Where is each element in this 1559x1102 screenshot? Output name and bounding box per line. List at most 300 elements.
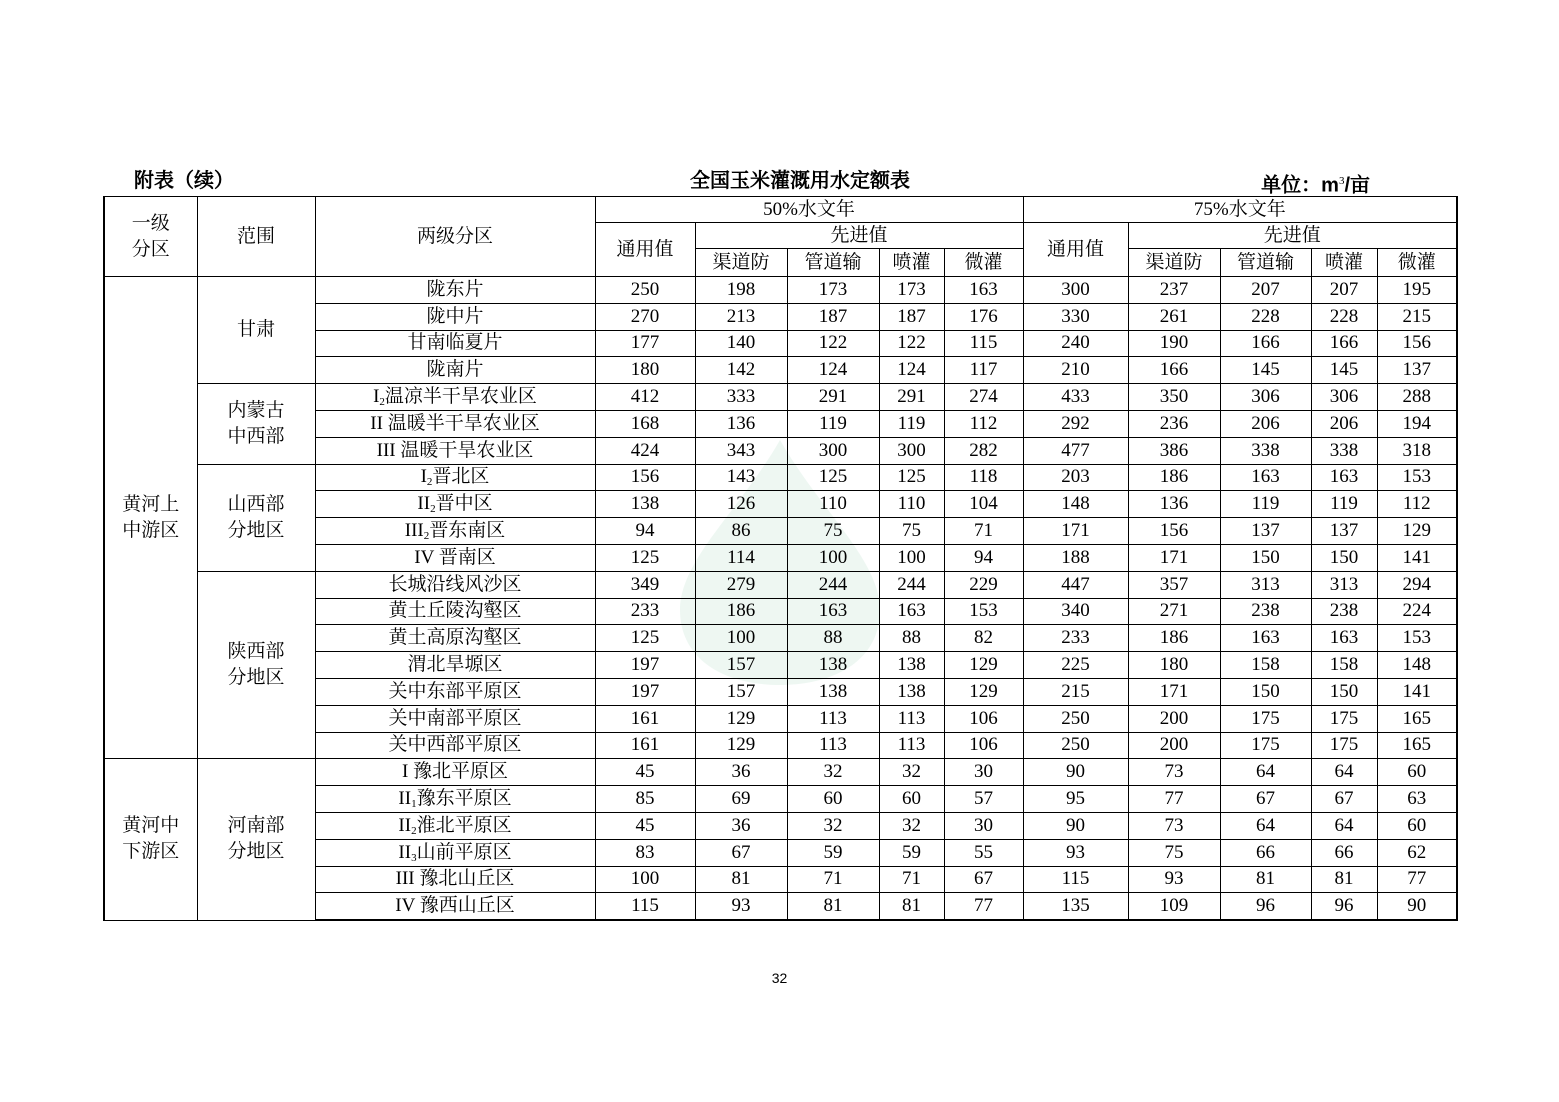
value-cell: 60 [879,786,944,813]
value-cell: 313 [1311,571,1377,598]
value-cell: 95 [1023,786,1128,813]
value-cell: 96 [1311,893,1377,920]
value-cell: 73 [1128,812,1220,839]
value-cell: 163 [1311,625,1377,652]
value-cell: 157 [695,678,787,705]
value-cell: 168 [595,410,695,437]
value-cell: 64 [1220,759,1311,786]
value-cell: 32 [879,812,944,839]
value-cell: 94 [944,544,1023,571]
value-cell: 350 [1128,384,1220,411]
level2-zone-cell [315,571,595,598]
value-cell: 115 [595,893,695,920]
page-number: 32 [771,970,788,986]
value-cell: 32 [787,812,879,839]
header-advanced-50: 先进值 [695,223,1023,249]
value-cell: 129 [695,705,787,732]
value-cell: 187 [879,303,944,330]
level2-zone-cell [315,437,595,464]
value-cell: 75 [787,518,879,545]
level2-zone-cell [315,464,595,491]
value-cell: 206 [1311,410,1377,437]
value-cell: 73 [1128,759,1220,786]
value-cell: 206 [1220,410,1311,437]
value-cell: 100 [787,544,879,571]
value-cell: 215 [1023,678,1128,705]
value-cell: 291 [879,384,944,411]
value-cell: 157 [695,652,787,679]
level2-zone-cell [315,357,595,384]
value-cell: 77 [944,893,1023,920]
value-cell: 143 [695,464,787,491]
value-cell: 138 [879,652,944,679]
level2-zone-cell [315,839,595,866]
value-cell: 244 [879,571,944,598]
zone-label-rest: 晋北区 [432,466,490,488]
value-cell: 186 [695,598,787,625]
value-cell: 161 [595,705,695,732]
value-cell: 153 [1377,464,1457,491]
table-body [104,277,1457,921]
zone-label: 关中西部平原区 [388,734,522,756]
value-cell: 163 [1220,464,1311,491]
value-cell: 195 [1377,277,1457,304]
value-cell: 163 [944,277,1023,304]
value-cell: 228 [1220,303,1311,330]
value-cell: 69 [695,786,787,813]
zone-subscript: 2 [411,824,417,837]
zone-label: II [417,493,431,515]
value-cell: 86 [695,518,787,545]
value-cell: 150 [1220,678,1311,705]
value-cell: 150 [1220,544,1311,571]
value-cell: 306 [1220,384,1311,411]
value-cell: 67 [695,839,787,866]
value-cell: 77 [1128,786,1220,813]
value-cell: 180 [1128,652,1220,679]
value-cell: 57 [944,786,1023,813]
level2-zone-cell [315,410,595,437]
value-cell: 66 [1220,839,1311,866]
value-cell: 188 [1023,544,1128,571]
value-cell: 129 [944,678,1023,705]
value-cell: 129 [944,652,1023,679]
value-cell: 166 [1128,357,1220,384]
value-cell: 447 [1023,571,1128,598]
value-cell: 137 [1220,518,1311,545]
header-sprinkler-75: 喷灌 [1311,249,1377,277]
value-cell: 186 [1128,464,1220,491]
value-cell: 75 [879,518,944,545]
value-cell: 207 [1311,277,1377,304]
value-cell: 166 [1311,330,1377,357]
value-cell: 64 [1220,812,1311,839]
zone-label: 甘南临夏片 [407,332,503,354]
level2-zone-cell [315,652,595,679]
value-cell: 274 [944,384,1023,411]
value-cell: 237 [1128,277,1220,304]
value-cell: 60 [787,786,879,813]
value-cell: 129 [695,732,787,759]
zone-label: II [398,814,412,836]
value-cell: 173 [787,277,879,304]
value-cell: 225 [1023,652,1128,679]
value-cell: 244 [787,571,879,598]
value-cell: 186 [1128,625,1220,652]
value-cell: 176 [944,303,1023,330]
value-cell: 161 [595,732,695,759]
table-row [104,571,1457,598]
value-cell: 175 [1220,732,1311,759]
level2-zone-cell [315,732,595,759]
value-cell: 63 [1377,786,1457,813]
value-cell: 165 [1377,732,1457,759]
value-cell: 93 [1128,866,1220,893]
value-cell: 291 [787,384,879,411]
value-cell: 135 [1023,893,1128,920]
value-cell: 67 [1311,786,1377,813]
value-cell: 141 [1377,544,1457,571]
zone-subscript: 2 [379,396,385,409]
value-cell: 110 [787,491,879,518]
value-cell: 59 [879,839,944,866]
table-row [104,464,1457,491]
value-cell: 71 [879,866,944,893]
level2-zone-cell [315,786,595,813]
value-cell: 141 [1377,678,1457,705]
value-cell: 112 [1377,491,1457,518]
value-cell: 67 [1220,786,1311,813]
zone-label-rest: 温凉半干旱农业区 [384,386,537,408]
value-cell: 333 [695,384,787,411]
level2-zone-cell [315,277,595,304]
value-cell: 117 [944,357,1023,384]
value-cell: 94 [595,518,695,545]
zone-label: 陇东片 [426,278,484,300]
value-cell: 233 [1023,625,1128,652]
unit-superscript: 3 [1338,175,1345,187]
value-cell: 118 [944,464,1023,491]
value-cell: 166 [1220,330,1311,357]
value-cell: 77 [1377,866,1457,893]
value-cell: 338 [1311,437,1377,464]
value-cell: 177 [595,330,695,357]
value-cell: 104 [944,491,1023,518]
value-cell: 114 [695,544,787,571]
value-cell: 173 [879,277,944,304]
zone-label: III 温暖干旱农业区 [376,439,534,461]
value-cell: 349 [595,571,695,598]
header-pipe-50: 管道输 [787,249,879,277]
zone-label: I [373,386,380,408]
value-cell: 125 [787,464,879,491]
value-cell: 357 [1128,571,1220,598]
value-cell: 45 [595,812,695,839]
header-year-50: 50%水文年 [595,197,1023,223]
zone-label: 黄土丘陵沟壑区 [388,600,522,622]
header-level1: 一级 分区 [104,197,197,277]
value-cell: 197 [595,678,695,705]
zone-label: I [420,466,427,488]
value-cell: 96 [1220,893,1311,920]
value-cell: 270 [595,303,695,330]
value-cell: 330 [1023,303,1128,330]
value-cell: 250 [595,277,695,304]
caption-left: 附表（续） [134,170,234,192]
value-cell: 153 [944,598,1023,625]
value-cell: 137 [1377,357,1457,384]
value-cell: 36 [695,812,787,839]
value-cell: 109 [1128,893,1220,920]
value-cell: 90 [1023,812,1128,839]
value-cell: 145 [1220,357,1311,384]
value-cell: 90 [1023,759,1128,786]
value-cell: 279 [695,571,787,598]
value-cell: 138 [879,678,944,705]
zone-subscript: 2 [423,530,430,543]
zone-subscript: 2 [426,476,433,489]
level2-zone-cell [315,491,595,518]
value-cell: 156 [1128,518,1220,545]
value-cell: 150 [1311,544,1377,571]
value-cell: 36 [695,759,787,786]
table-row [104,384,1457,411]
value-cell: 194 [1377,410,1457,437]
value-cell: 343 [695,437,787,464]
value-cell: 93 [695,893,787,920]
value-cell: 271 [1128,598,1220,625]
value-cell: 60 [1377,812,1457,839]
header-scope: 范围 [197,197,315,277]
zone-label: IV 豫西山丘区 [395,895,515,917]
level2-zone-cell [315,518,595,545]
value-cell: 119 [1220,491,1311,518]
value-cell: 106 [944,705,1023,732]
level2-zone-cell [315,544,595,571]
value-cell: 124 [879,357,944,384]
header-advanced-75: 先进值 [1128,223,1457,249]
value-cell: 88 [787,625,879,652]
zone-label: 黄土高原沟壑区 [388,627,522,649]
zone-label: 关中南部平原区 [388,707,522,729]
scope-cell: 甘肃 [197,277,315,384]
value-cell: 171 [1128,544,1220,571]
value-cell: 224 [1377,598,1457,625]
value-cell: 113 [879,705,944,732]
value-cell: 119 [787,410,879,437]
level2-zone-cell [315,705,595,732]
scope-cell: 河南部 分地区 [197,759,315,920]
value-cell: 81 [1220,866,1311,893]
value-cell: 165 [1377,705,1457,732]
value-cell: 81 [1311,866,1377,893]
value-cell: 64 [1311,812,1377,839]
zone-label: 陇中片 [426,305,484,327]
value-cell: 140 [695,330,787,357]
header-micro-50: 微灌 [944,249,1023,277]
header-year-75: 75%水文年 [1023,197,1457,223]
unit-label [1150,166,1370,196]
value-cell: 300 [1023,277,1128,304]
value-cell: 292 [1023,410,1128,437]
value-cell: 64 [1311,759,1377,786]
scope-cell: 山西部 分地区 [197,464,315,571]
value-cell: 412 [595,384,695,411]
zone-label: III 豫北山丘区 [395,868,515,890]
value-cell: 158 [1220,652,1311,679]
value-cell: 197 [595,652,695,679]
value-cell: 100 [879,544,944,571]
level2-zone-cell [315,625,595,652]
zone-label-rest: 豫东平原区 [416,788,512,810]
value-cell: 138 [787,652,879,679]
value-cell: 200 [1128,732,1220,759]
value-cell: 82 [944,625,1023,652]
value-cell: 119 [879,410,944,437]
value-cell: 138 [787,678,879,705]
value-cell: 85 [595,786,695,813]
value-cell: 338 [1220,437,1311,464]
value-cell: 156 [1377,330,1457,357]
value-cell: 250 [1023,732,1128,759]
value-cell: 294 [1377,571,1457,598]
value-cell: 106 [944,732,1023,759]
value-cell: 148 [1023,491,1128,518]
zone-label-rest: 晋中区 [435,493,493,515]
value-cell: 318 [1377,437,1457,464]
value-cell: 62 [1377,839,1457,866]
header-channel-50: 渠道防 [695,249,787,277]
value-cell: 93 [1023,839,1128,866]
value-cell: 233 [595,598,695,625]
level2-zone-cell [315,330,595,357]
zone-label: IV 晋南区 [414,546,496,568]
value-cell: 138 [595,491,695,518]
level2-zone-cell [315,893,595,920]
value-cell: 306 [1311,384,1377,411]
value-cell: 163 [1220,625,1311,652]
value-cell: 124 [787,357,879,384]
value-cell: 163 [879,598,944,625]
value-cell: 340 [1023,598,1128,625]
value-cell: 67 [944,866,1023,893]
zone-subscript: 3 [411,851,417,864]
table-row [104,277,1457,304]
value-cell: 175 [1220,705,1311,732]
value-cell: 100 [695,625,787,652]
value-cell: 115 [944,330,1023,357]
level1-zone-cell: 黄河中 下游区 [104,759,197,920]
value-cell: 55 [944,839,1023,866]
value-cell: 163 [1311,464,1377,491]
value-cell: 477 [1023,437,1128,464]
value-cell: 126 [695,491,787,518]
value-cell: 171 [1023,518,1128,545]
zone-label-rest: 晋东南区 [429,520,506,542]
value-cell: 433 [1023,384,1128,411]
level2-zone-cell [315,759,595,786]
value-cell: 125 [595,544,695,571]
zone-subscript: 1 [411,798,417,811]
level2-zone-cell [315,384,595,411]
value-cell: 187 [787,303,879,330]
value-cell: 45 [595,759,695,786]
value-cell: 125 [879,464,944,491]
value-cell: 156 [595,464,695,491]
value-cell: 71 [787,866,879,893]
table-title: 全国玉米灌溉用水定额表 [690,170,910,192]
header-general-75: 通用值 [1023,223,1128,277]
value-cell: 250 [1023,705,1128,732]
header-general-50: 通用值 [595,223,695,277]
value-cell: 261 [1128,303,1220,330]
value-cell: 198 [695,277,787,304]
value-cell: 122 [879,330,944,357]
value-cell: 180 [595,357,695,384]
value-cell: 119 [1311,491,1377,518]
value-cell: 313 [1220,571,1311,598]
level2-zone-cell [315,303,595,330]
zone-subscript: 2 [430,503,436,516]
value-cell: 300 [879,437,944,464]
value-cell: 137 [1311,518,1377,545]
value-cell: 148 [1377,652,1457,679]
value-cell: 71 [944,518,1023,545]
header-pipe-75: 管道输 [1220,249,1311,277]
value-cell: 136 [1128,491,1220,518]
value-cell: 228 [1311,303,1377,330]
value-cell: 213 [695,303,787,330]
zone-label: 渭北旱塬区 [407,654,503,676]
value-cell: 83 [595,839,695,866]
scope-cell: 陕西部 分地区 [197,571,315,759]
unit-prefix: 单位：m [1261,174,1339,197]
zone-label: II [398,841,412,863]
value-cell: 115 [1023,866,1128,893]
value-cell: 81 [787,893,879,920]
scope-cell: 内蒙古 中西部 [197,384,315,464]
table-row [104,759,1457,786]
value-cell: 30 [944,759,1023,786]
unit-suffix: /亩 [1344,174,1370,197]
value-cell: 300 [787,437,879,464]
value-cell: 203 [1023,464,1128,491]
value-cell: 215 [1377,303,1457,330]
value-cell: 200 [1128,705,1220,732]
value-cell: 229 [944,571,1023,598]
value-cell: 238 [1311,598,1377,625]
value-cell: 175 [1311,732,1377,759]
zone-label: 长城沿线风沙区 [388,573,522,595]
value-cell: 190 [1128,330,1220,357]
value-cell: 81 [879,893,944,920]
header-micro-75: 微灌 [1377,249,1457,277]
value-cell: 59 [787,839,879,866]
value-cell: 75 [1128,839,1220,866]
value-cell: 207 [1220,277,1311,304]
level2-zone-cell [315,598,595,625]
value-cell: 112 [944,410,1023,437]
value-cell: 125 [595,625,695,652]
value-cell: 240 [1023,330,1128,357]
value-cell: 171 [1128,678,1220,705]
zone-label-rest: 山前平原区 [416,841,512,863]
zone-label: 陇南片 [426,359,484,381]
value-cell: 113 [787,705,879,732]
zone-label: II 温暖半干旱农业区 [370,412,540,434]
value-cell: 288 [1377,384,1457,411]
value-cell: 113 [879,732,944,759]
